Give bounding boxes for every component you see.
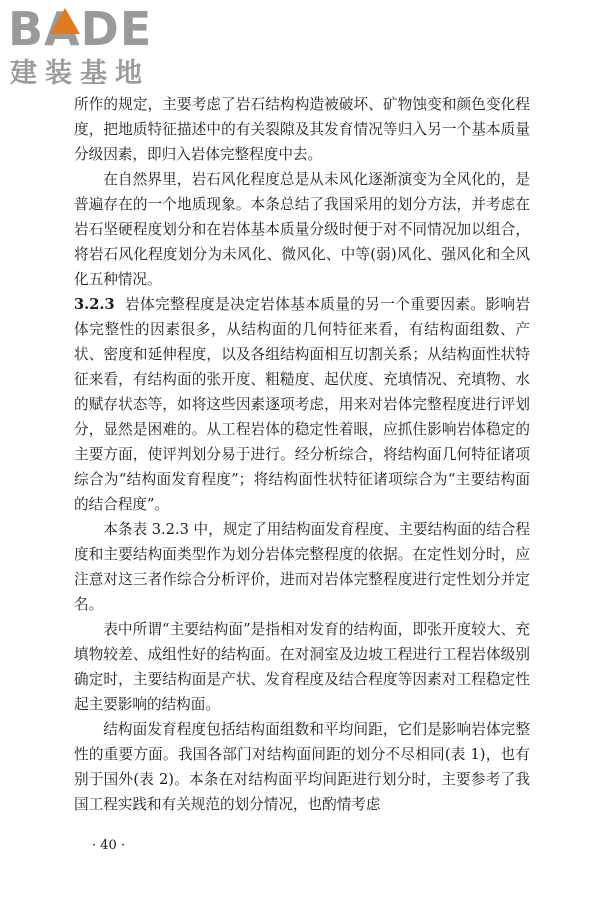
paragraph xyxy=(74,717,530,817)
logo-triangle-icon xyxy=(50,8,80,34)
paragraph-text: 岩体完整程度是决定岩体基本质量的另一个重要因素。影响岩体完整性的因素很多，从结构面的几何特征来看，有结构面组数、产状、密度和延伸程度，以及各组结构面相互切割关系；从结构面性状特征来看，有结构面的张开度、粗糙度、起伏度、充填情况、充填物、水的赋存状态等，如将这些因素逐项考虑，用来对岩体完整程度进行评划分，显然是困难的。从工程岩体的稳定性着眼，应抓住影响岩体稳定的主要方面，使评判划分易于进行。经分析综合，将结构面几何特征诸项综合为“结构面发育程度”；将结构面性状特征诸项综合为“主要结构面的结合程度”。 xyxy=(74,296,530,513)
section-number: 3.2.3 xyxy=(74,296,115,313)
document-body xyxy=(74,92,530,817)
brand-logo xyxy=(8,4,178,94)
paragraph-text: 表中所谓“主要结构面”是指相对发育的结构面，即张开度较大、充填物较差、成组性好的结构面。在对洞室及边坡工程进行工程岩体级别确定时，主要结构面是产状、发育程度及结合程度等因素对工程稳定性起主要影响的结构面。 xyxy=(74,621,530,713)
section-paragraph xyxy=(74,292,530,517)
paragraph xyxy=(74,92,530,167)
paragraph xyxy=(74,517,530,617)
paragraph xyxy=(74,617,530,717)
paragraph xyxy=(74,167,530,292)
paragraph-text: 本条表 3.2.3 中，规定了用结构面发育程度、主要结构面的结合程度和主要结构面类型作为划分岩体完整程度的依据。在定性划分时，应注意对这三者作综合分析评价，进而对岩体完整程度进行定性划分并定名。 xyxy=(74,521,530,613)
page-number: · 40 · xyxy=(92,838,126,853)
paragraph-text: 所作的规定，主要考虑了岩石结构构造被破坏、矿物蚀变和颜色变化程度，把地质特征描述中的有关裂隙及其发育情况等归入另一个基本质量分级因素，即归入岩体完整程度中去。 xyxy=(74,96,530,163)
paragraph-text: 结构面发育程度包括结构面组数和平均间距，它们是影响岩体完整性的重要方面。我国各部门对结构面间距的划分不尽相同(表 1)，也有别于国外(表 2)。本条在对结构面平均间距进行划分时，主要参考了我国工程实践和有关规范的划分情况，也酌情考虑 xyxy=(74,721,530,813)
logo-subtitle: 建装基地 xyxy=(10,58,150,89)
paragraph-text: 在自然界里，岩石风化程度总是从未风化逐渐演变为全风化的，是普遍存在的一个地质现象。本条总结了我国采用的划分方法，并考虑在岩石坚硬程度划分和在岩体基本质量分级时便于对不同情况加以组合，将岩石风化程度划分为未风化、微风化、中等(弱)风化、强风化和全风化五种情况。 xyxy=(74,171,530,288)
logo-wordmark: BADE xyxy=(8,2,153,56)
